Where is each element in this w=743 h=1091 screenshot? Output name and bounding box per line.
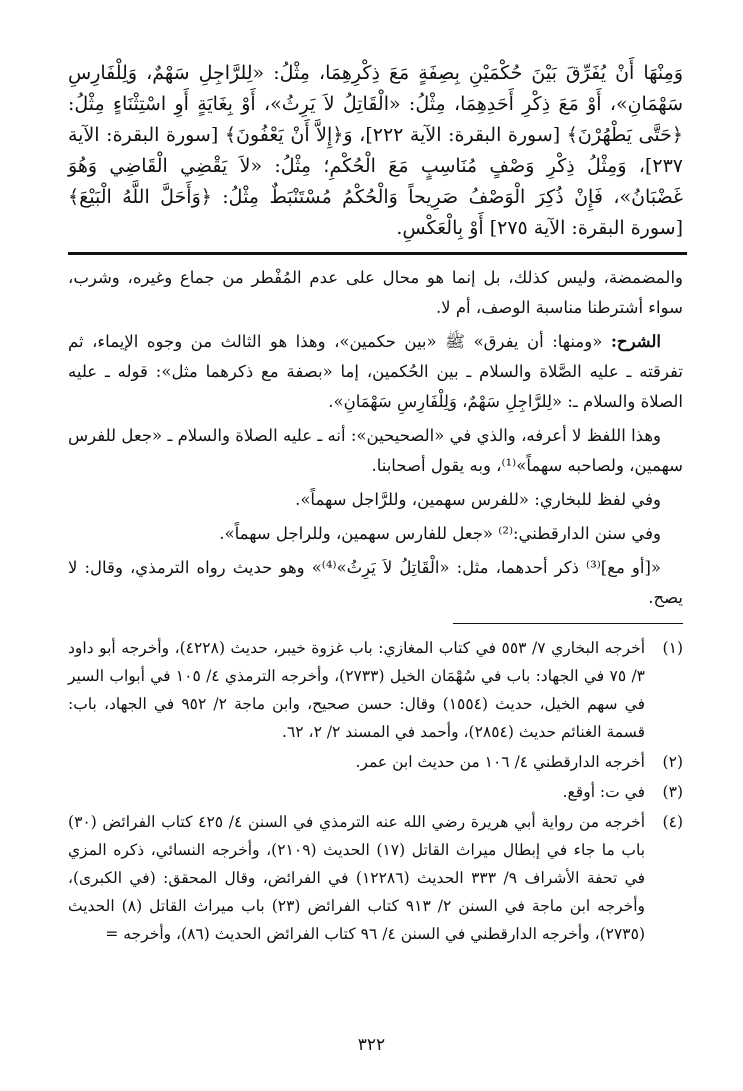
commentary-paragraph: وفي سنن الدارقطني:⁽²⁾ «جعل للفارس سهمين، وللراجل سهماً». [219,524,661,543]
footnote-text: أخرجه البخاري ٧/ ٥٥٣ في كتاب المغازي: باب غزوة خيبر، حديث (٤٢٢٨)، وأخرجه أبو داود ٣/ ٧٥ في الجهاد: باب في سُهْمَان الخيل (٢٧٣٣)، وأخرجه الترمذي ٤/ ١٠٥ في أبواب السير في سهم الخيل، حديث (١٥٥٤) وقال: حسن صحيح، وابن ماجة ٢/ ٩٥٢ في الجهاد، باب: قسمة الغنائم حديث (٢٨٥٤)، وأحمد في المسند ٢/ ٢، ٦٢. [68,639,646,741]
matn-text: وَمِنْهَا أَنْ يُفَرِّقَ بَيْنَ حُكْمَيْنِ بِصِفَةٍ مَعَ ذِكْرِهِمَا، مِثْلُ: «لِلرَّاجِلِ سَهْمٌ، وَلِلْفَارِسِ سَهْمَانِ»، أَوْ مَعَ ذِكْرِ أَحَدِهِمَا، مِثْلُ: «الْقَاتِلُ لاَ يَرِثُ»، أَوْ بِغَايَةٍ أَوِ اسْتِثْنَاءٍ مِثْلُ: ﴿حَتَّى يَطْهُرْنَ﴾ [سورة البقرة: الآية ٢٢٢]، وَ﴿إِلاَّ أَنْ يَعْفُونَ﴾ [سورة البقرة: الآية ٢٣٧]، وَمِثْلُ ذِكْرِ وَصْفٍ مُنَاسِبٍ مَعَ الْحُكْمِ؛ مِثْلُ: «لاَ يَقْضِي الْقَاضِي وَهُوَ غَضْبَانُ»، فَإِنْ ذُكِرَ الْوَصْفُ صَرِيحاً وَالْحُكْمُ مُسْتَنْبَطٌ مِثْلُ: ﴿وَأَحَلَّ اللَّهُ الْبَيْعَ﴾ [سورة البقرة: الآية ٢٧٥] أَوْ بِالْعَكْسِ. [68,62,683,239]
commentary-paragraph [68,327,683,417]
footnote [68,748,683,776]
footnote-number: (٣) [662,783,683,801]
commentary-paragraph: وهذا اللفظ لا أعرفه، والذي في «الصحيحين»: أنه ـ عليه الصلاة والسلام ـ «جعل للفرس سهمين، ولصاحبه سهماً»⁽¹⁾، وبه يقول أصحابنا. [68,426,683,475]
footnote-number: (١) [662,639,683,657]
commentary-paragraph: «[أو مع]⁽³⁾ ذكر أحدهما، مثل: «الْقَاتِلُ لاَ يَرِثُ»⁽⁴⁾» وهو حديث رواه الترمذي، وقال: لا يصح. [68,558,683,607]
footnote-text: أخرجه من رواية أبي هريرة رضي الله عنه الترمذي في السنن ٤/ ٤٢٥ كتاب الفرائض (٣٠) باب ما جاء في إبطال ميراث القاتل (١٧) الحديث (٢١٠٩)، وأخرجه النسائي، ذكره المزي في تحفة الأشراف ٩/ ٣٣٣ الحديث (١٢٢٨٦) في الفرائض، وقال المحقق: (في الكبرى)، وأخرجه ابن ماجة في السنن ٢/ ٩١٣ كتاب الفرائض (٢٣) باب ميراث القاتل (٨) الحديث (٢٧٣٥)، وأخرجه الدارقطني في السنن ٤/ ٩٦ كتاب الفرائض الحديث (٨٦)، وأخرجه = [68,813,646,943]
footnote [68,808,683,948]
footnote-number: (٤) [662,813,683,831]
commentary-paragraph: والمضمضة، وليس كذلك، بل إنما هو محال على عدم المُفْطر من جماع وغيره، وشرب، سواء أشترطنا مناسبة الوصف، أم لا. [68,268,683,317]
footnote-text: أخرجه الدارقطني ٤/ ١٠٦ من حديث ابن عمر. [355,753,645,771]
commentary-label: الشرح: [610,332,662,351]
page-number: ٣٢٢ [357,1035,386,1055]
footnote-text: في ت: أوقع. [562,783,645,801]
footnotes [68,634,683,948]
commentary [68,263,683,613]
footnote [68,634,683,746]
commentary-paragraph: وفي لفظ للبخاري: «للفرس سهمين، وللرَّاجل سهماً». [295,490,661,509]
matn-divider [68,252,687,255]
footnote-divider [453,623,683,624]
footnote-number: (٢) [662,753,683,771]
commentary-text: «ومنها: أن يفرق» ﷺ «بين حكمين»، وهذا هو الثالث من وجوه الإيماء، ثم تفرقته ـ عليه الصَّلاة والسلام ـ بين الحُكمين، إما «بصفة مع ذكرهما مثل»: قوله ـ عليه الصلاة والسلام ـ: «لِلرَّاجِلِ سَهْمٌ، وَلِلْفَارِسِ سَهْمَانِ». [68,332,683,411]
footnote [68,778,683,806]
